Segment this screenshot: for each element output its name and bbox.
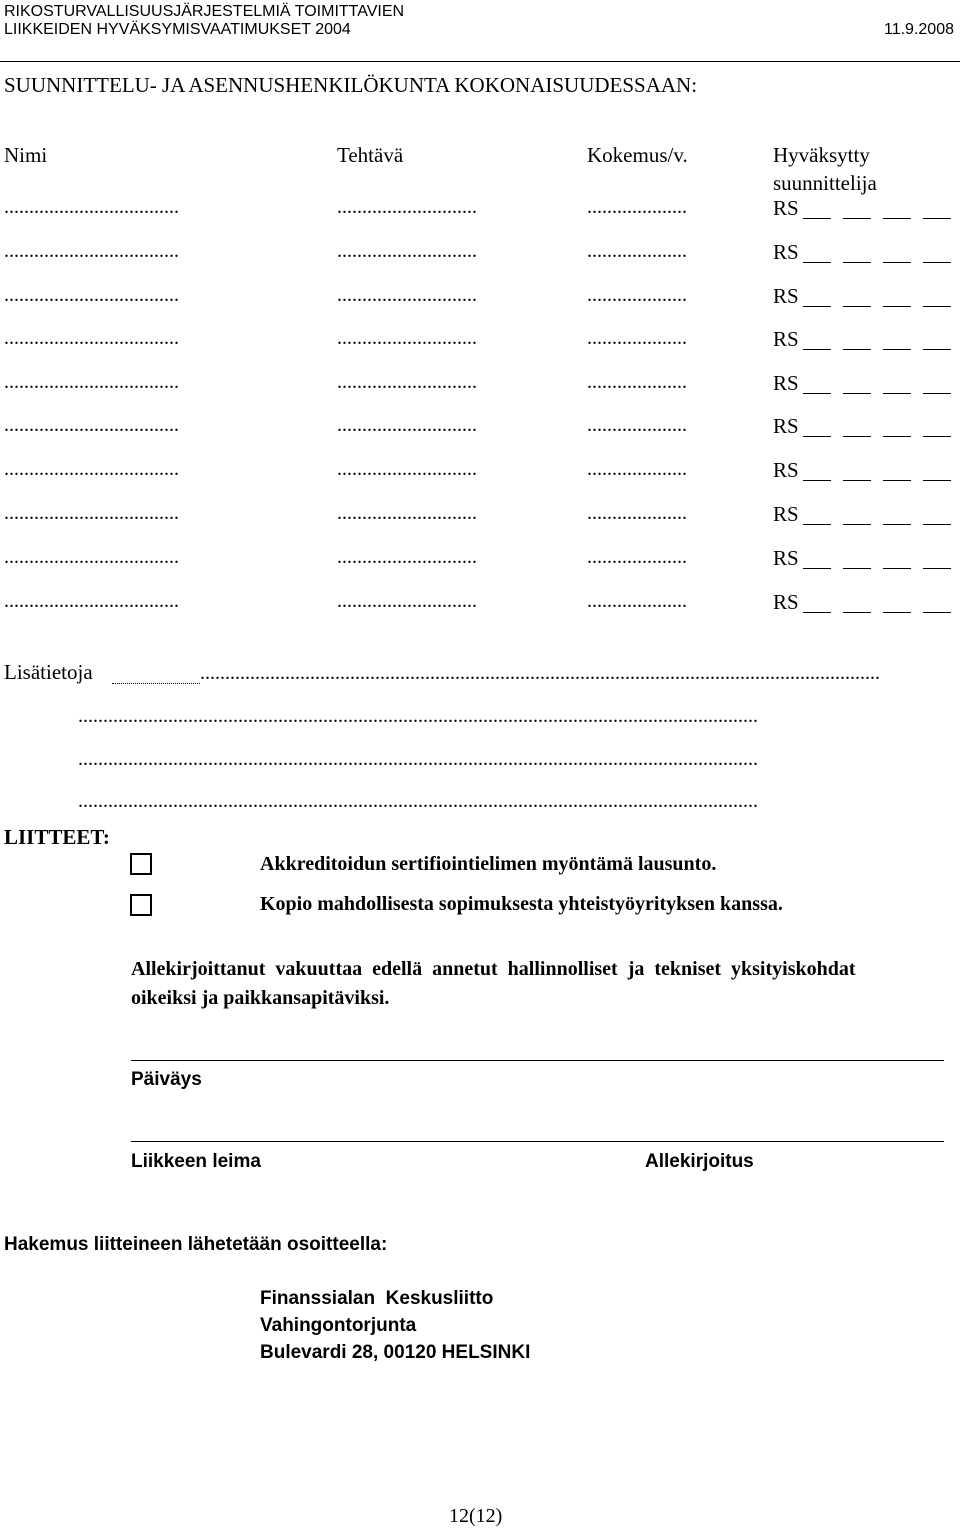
additional-info-field[interactable]: ........................................................................................................................................ [78,748,758,770]
column-header-approved: Hyväksytty [773,143,870,167]
additional-info-field[interactable]: ........................................................................................................................................ [200,662,880,684]
table-row [0,458,960,488]
task-field[interactable]: ............................ [337,371,477,393]
stamp-signature-line[interactable] [131,1141,944,1142]
attachment-checkbox-statement[interactable] [130,853,152,875]
rs-prefix: RS [773,371,799,395]
signature-label: Allekirjoitus [645,1151,754,1172]
additional-info-leader [112,683,200,684]
rs-code-field[interactable] [773,546,951,571]
rs-code-field[interactable] [773,240,951,265]
rs-prefix: RS [773,196,799,220]
attachment-item-statement: Akkreditoidun sertifiointielimen myöntämä lausunto. [260,853,717,875]
header-rule [0,61,960,62]
attachment-item-contract: Kopio mahdollisesta sopimuksesta yhteistyöyrityksen kanssa. [260,893,783,915]
task-field[interactable]: ............................ [337,284,477,306]
date-signature-line[interactable] [131,1060,944,1061]
name-field[interactable]: ................................... [4,458,179,480]
experience-field[interactable]: .................... [587,371,687,393]
address-org: Finanssialan Keskusliitto [260,1288,494,1309]
task-field[interactable]: ............................ [337,414,477,436]
name-field[interactable]: ................................... [4,590,179,612]
stamp-label: Liikkeen leima [131,1151,261,1172]
rs-code-field[interactable] [773,458,951,483]
column-header-task: Tehtävä [337,143,404,167]
task-field[interactable]: ............................ [337,458,477,480]
table-row [0,502,960,532]
name-field[interactable]: ................................... [4,371,179,393]
address-street: Bulevardi 28, 00120 HELSINKI [260,1342,531,1363]
additional-info-field[interactable]: ........................................................................................................................................ [78,705,758,727]
rs-code-field[interactable] [773,414,951,439]
table-row [0,327,960,357]
experience-field[interactable]: .................... [587,590,687,612]
table-row [0,590,960,620]
name-field[interactable]: ................................... [4,327,179,349]
table-row [0,546,960,576]
table-row [0,414,960,444]
name-field[interactable]: ................................... [4,196,179,218]
task-field[interactable]: ............................ [337,546,477,568]
header-date: 11.9.2008 [884,21,954,38]
rs-code-field[interactable] [773,371,951,396]
column-header-designer: suunnittelija [773,171,877,195]
table-row [0,371,960,401]
experience-field[interactable]: .................... [587,502,687,524]
rs-prefix: RS [773,327,799,351]
page-number: 12(12) [449,1505,503,1527]
rs-code-field[interactable] [773,590,951,615]
name-field[interactable]: ................................... [4,502,179,524]
rs-code-field[interactable] [773,284,951,309]
column-header-name: Nimi [4,143,48,167]
rs-prefix: RS [773,284,799,308]
table-row [0,240,960,270]
experience-field[interactable]: .................... [587,284,687,306]
declaration-line1: Allekirjoittanut vakuuttaa edellä annetut hallinnolliset ja tekniset yksityiskohdat [131,958,856,980]
rs-prefix: RS [773,240,799,264]
rs-prefix: RS [773,458,799,482]
task-field[interactable]: ............................ [337,502,477,524]
additional-info-field[interactable]: ........................................................................................................................................ [78,790,758,812]
header-title-line2: LIIKKEIDEN HYVÄKSYMISVAATIMUKSET 2004 [4,21,351,38]
section-title: SUUNNITTELU- JA ASENNUSHENKILÖKUNTA KOKONAISUUDESSAAN: [4,73,698,97]
address-department: Vahingontorjunta [260,1315,417,1336]
experience-field[interactable]: .................... [587,240,687,262]
declaration-line2: oikeiksi ja paikkansapitäviksi. [131,987,390,1009]
experience-field[interactable]: .................... [587,327,687,349]
rs-code-field[interactable] [773,196,951,221]
experience-field[interactable]: .................... [587,458,687,480]
name-field[interactable]: ................................... [4,546,179,568]
experience-field[interactable]: .................... [587,546,687,568]
name-field[interactable]: ................................... [4,284,179,306]
rs-prefix: RS [773,502,799,526]
rs-prefix: RS [773,590,799,614]
name-field[interactable]: ................................... [4,240,179,262]
column-header-experience: Kokemus/v. [587,143,688,167]
table-row [0,284,960,314]
attachments-label: LIITTEET: [4,825,110,849]
name-field[interactable]: ................................... [4,414,179,436]
header-title-line1: RIKOSTURVALLISUUSJÄRJESTELMIÄ TOIMITTAVIEN [4,3,405,20]
date-label: Päiväys [131,1069,202,1090]
task-field[interactable]: ............................ [337,196,477,218]
experience-field[interactable]: .................... [587,414,687,436]
rs-code-field[interactable] [773,327,951,352]
rs-prefix: RS [773,546,799,570]
additional-info-label: Lisätietoja [4,660,93,684]
experience-field[interactable]: .................... [587,196,687,218]
rs-prefix: RS [773,414,799,438]
task-field[interactable]: ............................ [337,327,477,349]
attachment-checkbox-contract[interactable] [130,894,152,916]
rs-code-field[interactable] [773,502,951,527]
task-field[interactable]: ............................ [337,590,477,612]
task-field[interactable]: ............................ [337,240,477,262]
table-row [0,196,960,226]
send-to-label: Hakemus liitteineen lähetetään osoitteella: [4,1234,388,1255]
